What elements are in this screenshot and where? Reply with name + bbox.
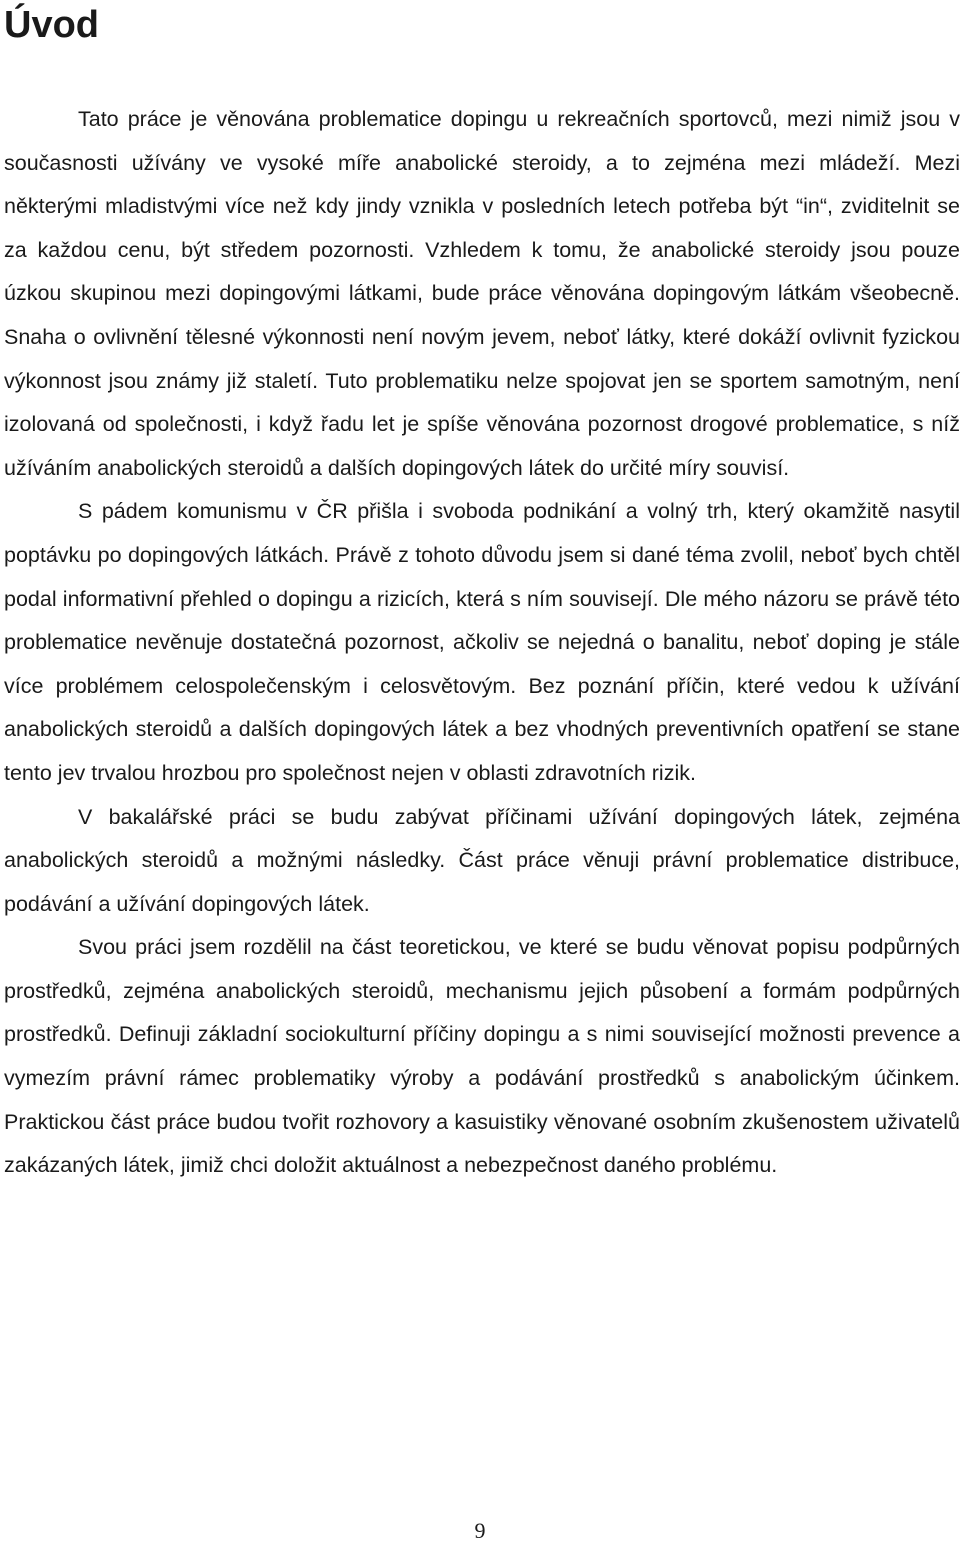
paragraph-structure: Svou práci jsem rozdělil na část teoretickou, ve které se budu věnovat popisu podpůrných prostředků, zejména anabolických steroidů, mechanismu jejich působení a formám podpůrných prostředků. Definuji základní sociokulturní příčiny dopingu a s nimi související možnosti prevence a vymezím právní rámec problematiky výroby a podávání prostředků s anabolickým účinkem. Praktickou část práce budou tvořit rozhovory a kasuistiky věnované osobním zkušenostem uživatelů zakázaných látek, jimiž chci doložit aktuálnost a nebezpečnost daného problému. bbox=[4, 935, 960, 1178]
paragraph-motivation: S pádem komunismu v ČR přišla i svoboda podnikání a volný trh, který okamžitě nasytil poptávku po dopingových látkách. Právě z tohoto důvodu jsem si dané téma zvolil, neboť bych chtěl podal informativní přehled o dopingu a rizicích, která s ním souvisejí. Dle mého názoru se právě této problematice nevěnuje dostatečná pozornost, ačkoliv se nejedná o banalitu, neboť doping je stále více problémem celospolečenským i celosvětovým. Bez poznání příčin, které vedou k užívání anabolických steroidů a dalších dopingových látek a bez vhodných preventivních opatření se stane tento jev trvalou hrozbou pro společnost nejen v oblasti zdravotních rizik. bbox=[4, 499, 960, 785]
page-number: 9 bbox=[474, 1518, 486, 1543]
paragraph-intro: Tato práce je věnována problematice dopingu u rekreačních sportovců, mezi nimiž jsou v současnosti užívány ve vysoké míře anabolické steroidy, a to zejména mezi mládeží. Mezi některými mladistvými více než kdy jindy vznikla v posledních letech potřeba být “in“, zviditelnit se za každou cenu, být středem pozornosti. Vzhledem k tomu, že anabolické steroidy jsou pouze úzkou skupinou mezi dopingovými látkami, bude práce věnována dopingovým látkám všeobecně. Snaha o ovlivnění tělesné výkonnosti není novým jevem, neboť látky, které dokáží ovlivnit fyzickou výkonnost jsou známy již staletí. Tuto problematiku nelze spojovat jen se sportem samotným, není izolovaná od společnosti, i když řadu let je spíše věnována pozornost drogové problematice, s níž užíváním anabolických steroidů a dalších dopingových látek do určité míry souvisí. bbox=[4, 107, 960, 480]
section-heading: Úvod bbox=[4, 4, 99, 46]
paragraph-scope: V bakalářské práci se budu zabývat příčinami užívání dopingových látek, zejména anabolických steroidů a možnými následky. Část práce věnuji právní problematice distribuce, podávání a užívání dopingových látek. bbox=[4, 804, 960, 916]
body-text bbox=[4, 98, 960, 1188]
